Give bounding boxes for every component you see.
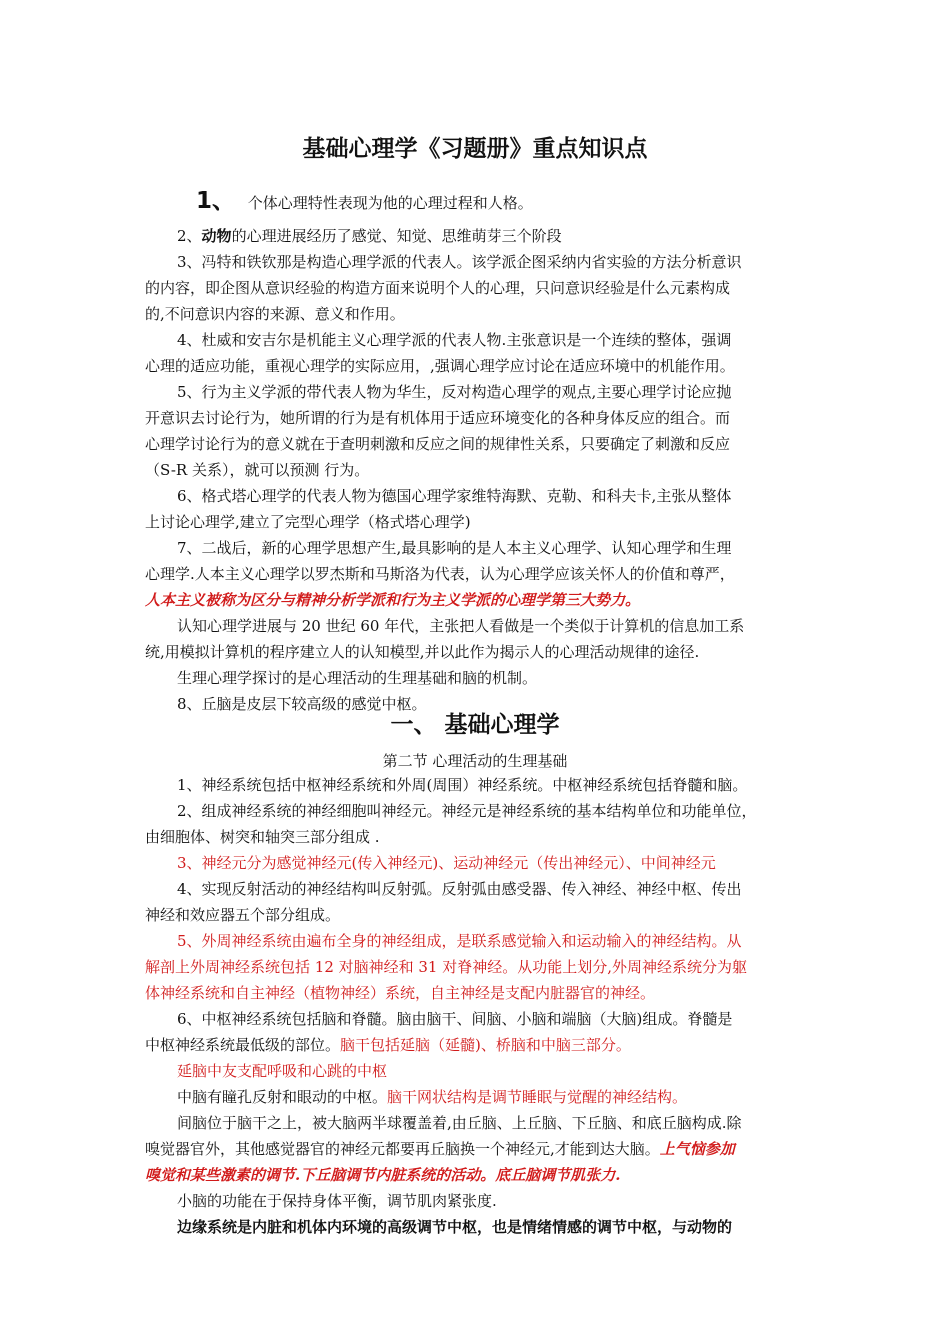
- highlight-segment: 脑干网状结构是调节睡眠与觉醒的神经结构。: [387, 1088, 688, 1106]
- paragraph-line: 2、组成神经系统的神经细胞叫神经元。神经元是神经系统的基本结构单位和功能单位，: [177, 802, 757, 820]
- paragraph-line: 上讨论心理学,建立了完型心理学（格式塔心理学): [145, 513, 471, 531]
- text-segment: 中脑有瞳孔反射和眼动的中枢。: [177, 1088, 388, 1106]
- paragraph-line: 认知心理学进展与 20 世纪 60 年代，主张把人看做是一个类似于计算机的信息加工系: [177, 617, 745, 635]
- highlight-segment: 脑干包括延脑（延髓)、桥脑和中脑三部分。: [340, 1036, 631, 1054]
- text-segment: 中枢神经系统最低级的部位。: [145, 1036, 341, 1054]
- highlight-line: 人本主义被称为区分与精神分析学派和行为主义学派的心理学第三大势力。: [145, 591, 641, 609]
- paragraph-line: [145, 1136, 817, 1162]
- paragraph-line: 开意识去讨论行为，她所谓的行为是有机体用于适应环境变化的各种身体反应的组合。而: [145, 409, 731, 427]
- highlight-line: 延脑中友支配呼吸和心跳的中枢: [177, 1062, 388, 1080]
- intro-item-1: [196, 186, 868, 218]
- paragraph-line: 间脑位于脑干之上，被大脑两半球覆盖着,由丘脑、上丘脑、下丘脑、和底丘脑构成.除: [177, 1114, 742, 1132]
- paragraph-line: 5、行为主义学派的带代表人物为华生，反对构造心理学的观点,主要心理学讨论应抛: [177, 383, 732, 401]
- paragraph-line: [145, 1032, 817, 1058]
- item-number: 2、: [177, 227, 202, 245]
- paragraph-line: 小脑的功能在于保持身体平衡，调节肌肉紧张度.: [177, 1192, 497, 1210]
- page-title: 基础心理学《习题册》重点知识点: [302, 135, 648, 162]
- item-text: 的心理进展经历了感觉、知觉、思维萌芽三个阶段: [231, 227, 562, 245]
- paragraph-line: 6、中枢神经系统包括脑和脊髓。脑由脑干、间脑、小脑和端脑（大脑)组成。脊髓是: [177, 1010, 733, 1028]
- bold-term: 动物: [201, 227, 232, 245]
- paragraph-line: 统,用模拟计算机的程序建立人的认知模型,并以此作为揭示人的心理活动规律的途径.: [145, 643, 700, 661]
- highlight-line: 5、外周神经系统由遍布全身的神经组成，是联系感觉输入和运动输入的神经结构。从: [177, 932, 742, 950]
- paragraph-line: 3、冯特和铁钦那是构造心理学派的代表人。该学派企图采纳内省实验的方法分析意识: [177, 253, 742, 271]
- paragraph-line: 4、杜威和安吉尔是机能主义心理学派的代表人物.主张意识是一个连续的整体，强调: [177, 331, 732, 349]
- subsection-heading: 第二节 心理活动的生理基础: [382, 752, 568, 770]
- paragraph-line: 生理心理学探讨的是心理活动的生理基础和脑的机制。: [177, 669, 538, 687]
- highlight-segment: 上气恼参加: [659, 1140, 735, 1158]
- section-heading: 一、 基础心理学: [390, 711, 560, 738]
- bold-line: 边缘系统是内脏和机体内环境的高级调节中枢，也是情绪情感的调节中枢，与动物的: [177, 1218, 733, 1236]
- item-number: 1、: [196, 188, 236, 214]
- paragraph-line: 的内容，即企图从意识经验的构造方面来说明个人的心理，只问意识经验是什么元素构成: [145, 279, 731, 297]
- paragraph-line: 心理学.人本主义心理学以罗杰斯和马斯洛为代表，认为心理学应该关怀人的价值和尊严，: [145, 565, 735, 583]
- paragraph-line: 神经和效应器五个部分组成。: [145, 906, 341, 924]
- paragraph-line: 8、丘脑是皮层下较高级的感觉中枢。: [177, 695, 427, 713]
- paragraph-line: 1、神经系统包括中枢神经系统和外周(周围）神经系统。中枢神经系统包括脊髓和脑。: [177, 776, 748, 794]
- paragraph-line: 4、实现反射活动的神经结构叫反射弧。反射弧由感受器、传入神经、神经中枢、传出: [177, 880, 742, 898]
- item-text: 个体心理特性表现为他的心理过程和人格。: [247, 194, 533, 212]
- paragraph-line: （S-R 关系），就可以预测 行为。: [145, 461, 370, 479]
- paragraph-line: 7、二战后，新的心理学思想产生,最具影响的是人本主义心理学、认知心理学和生理: [177, 539, 732, 557]
- paragraph-line: [177, 1084, 817, 1110]
- highlight-line: 3、神经元分为感觉神经元(传入神经元)、运动神经元（传出神经元）、中间神经元: [177, 854, 716, 872]
- highlight-line: 体神经系统和自主神经（植物神经）系统，自主神经是支配内脏器官的神经。: [145, 984, 656, 1002]
- highlight-line: 解剖上外周神经系统包括 12 对脑神经和 31 对脊神经。从功能上划分,外周神经系统分为躯: [145, 958, 748, 976]
- highlight-line: 嗅觉和某些激素的调节.下丘脑调节内脏系统的活动。底丘脑调节肌张力.: [145, 1166, 621, 1184]
- paragraph-line: 的,不问意识内容的来源、意义和作用。: [145, 305, 405, 323]
- text-segment: 嗅觉器官外，其他感觉器官的神经元都要再丘脑换一个神经元,才能到达大脑。: [145, 1140, 660, 1158]
- paragraph-line: 心理学讨论行为的意义就在于查明刺激和反应之间的规律性关系，只要确定了刺激和反应: [145, 435, 731, 453]
- intro-item-2: [177, 223, 817, 249]
- paragraph-line: 心理的适应功能，重视心理学的实际应用，,强调心理学应讨论在适应环境中的机能作用。: [145, 357, 735, 375]
- paragraph-line: 6、格式塔心理学的代表人物为德国心理学家维特海默、克勒、和科夫卡,主张从整体: [177, 487, 732, 505]
- paragraph-line: 由细胞体、树突和轴突三部分组成 .: [145, 828, 380, 846]
